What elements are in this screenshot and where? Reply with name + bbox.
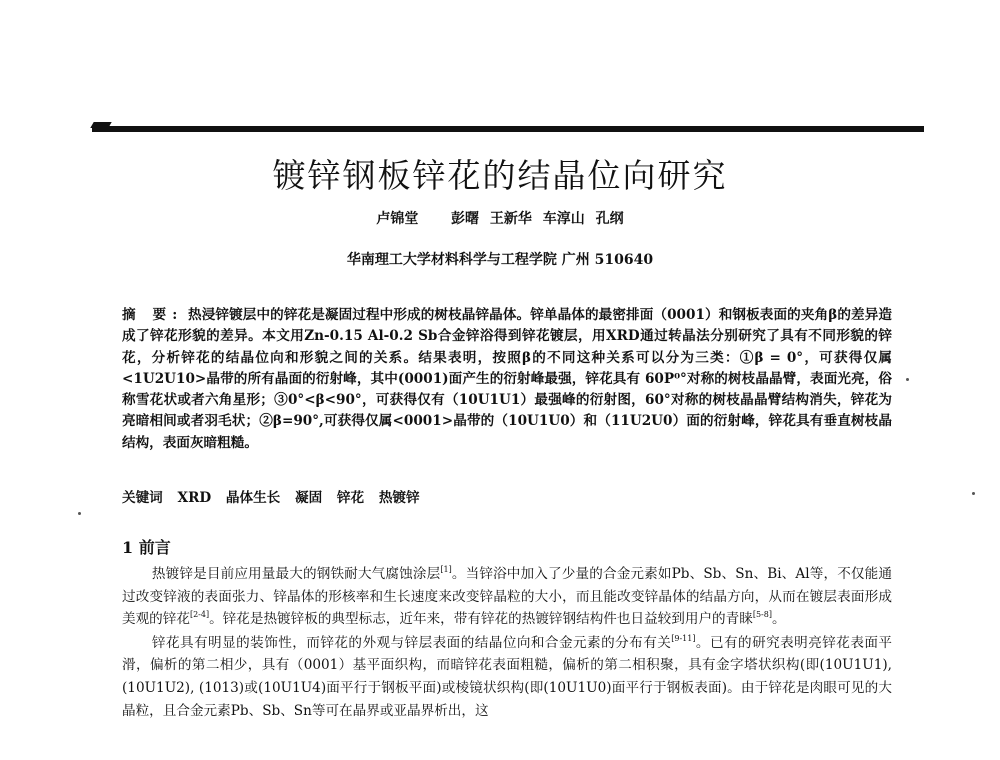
keyword: 凝固 <box>295 490 323 506</box>
keyword: XRD <box>177 490 212 506</box>
author-name: 王新华 <box>489 211 532 227</box>
author-name: 孔纲 <box>595 211 624 227</box>
abstract-label: 摘 要: <box>122 307 184 323</box>
header-rule <box>92 126 924 132</box>
paragraph: 锌花具有明显的装饰性，而锌花的外观与锌层表面的结晶位向和合金元素的分布有关[9-11]。已有的研究表明亮锌花表面平滑，偏析的第二相少，具有（0001）基平面织构，而暗锌花表面粗糙，偏析的第二相积聚，具有金字塔状织构(即(10U1U1), (10U1U2), (1013)或(10U1U4)面平行于钢板平面)或棱镜状织构(即(10U1U0)面平行于钢板表面)。由于锌花是肉眼可见的大晶粒，且合金元素Pb、Sb、Sn等可在晶界或亚晶界析出，这 <box>122 633 892 719</box>
keywords <box>122 486 892 506</box>
abstract <box>122 305 892 454</box>
author-name: 卢锦堂 <box>376 211 419 227</box>
citation: [1] <box>440 565 452 574</box>
scan-speck <box>972 492 975 495</box>
affiliation: 华南理工大学材料科学与工程学院 广州 510640 <box>346 252 654 268</box>
section-heading: 1 前言 <box>122 538 171 557</box>
scan-speck <box>906 378 909 381</box>
paper-title: 镀锌钢板锌花的结晶位向研究 <box>272 156 728 195</box>
keyword: 锌花 <box>336 490 365 506</box>
citation: [2-4] <box>189 610 210 620</box>
keyword: 热镀锌 <box>378 490 420 506</box>
author-name: 车淳山 <box>542 211 585 227</box>
author-list <box>0 208 1000 228</box>
citation: [5-8] <box>752 610 772 620</box>
abstract-text: 热浸锌镀层中的锌花是凝固过程中形成的树枝晶锌晶体。锌单晶体的最密排面（0001）和钢板表面的夹角β的差异造成了锌花形貌的差异。本文用Zn-0.15 Al-0.2 Sb合金锌浴得到锌花镀层，用XRD通过转晶法分别研究了具有不同形貌的锌花，分析锌花的结晶位向和形貌之间的关系。结果表明，按照β的不同这种关系可以分为三类：①β = 0°，可获得仅属<1U2U10>晶带的所有晶面的衍射峰，其中(0001)面产生的衍射峰最强，锌花具有 60P⁰°对称的树枝晶晶臂，表面光亮，俗称雪花状或者六角星形；③0°<β<90°，可获得仅有（10U1U1）最强峰的衍射图，60°对称的树枝晶晶臂结构消失，锌花为亮暗相间或者羽毛状；②β=90°,可获得仅属<0001>晶带的（10U1U0）和（11U2U0）面的衍射峰，锌花具有垂直树枝晶结构，表面灰暗粗糙。 <box>122 307 892 451</box>
paragraph: 热镀锌是目前应用量最大的钢铁耐大气腐蚀涂层[1]。当锌浴中加入了少量的合金元素如Pb、Sb、Sn、Bi、Al等，不仅能通过改变锌液的表面张力、锌晶体的形核率和生长速度来改变锌晶粒的大小，而且能改变锌晶体的结晶方向，从而在镀层表面形成美观的锌花[2-4]。锌花是热镀锌板的典型标志，近年来，带有锌花的热镀锌钢结构件也日益较到用户的青睐[5-8]。 <box>122 565 893 628</box>
keywords-label: 关键词 <box>122 490 163 506</box>
citation: [9-11] <box>671 633 696 643</box>
author-name: 彭曙 <box>451 211 479 227</box>
body-text <box>122 563 892 722</box>
scan-speck <box>78 512 81 515</box>
keyword: 晶体生长 <box>225 490 281 506</box>
